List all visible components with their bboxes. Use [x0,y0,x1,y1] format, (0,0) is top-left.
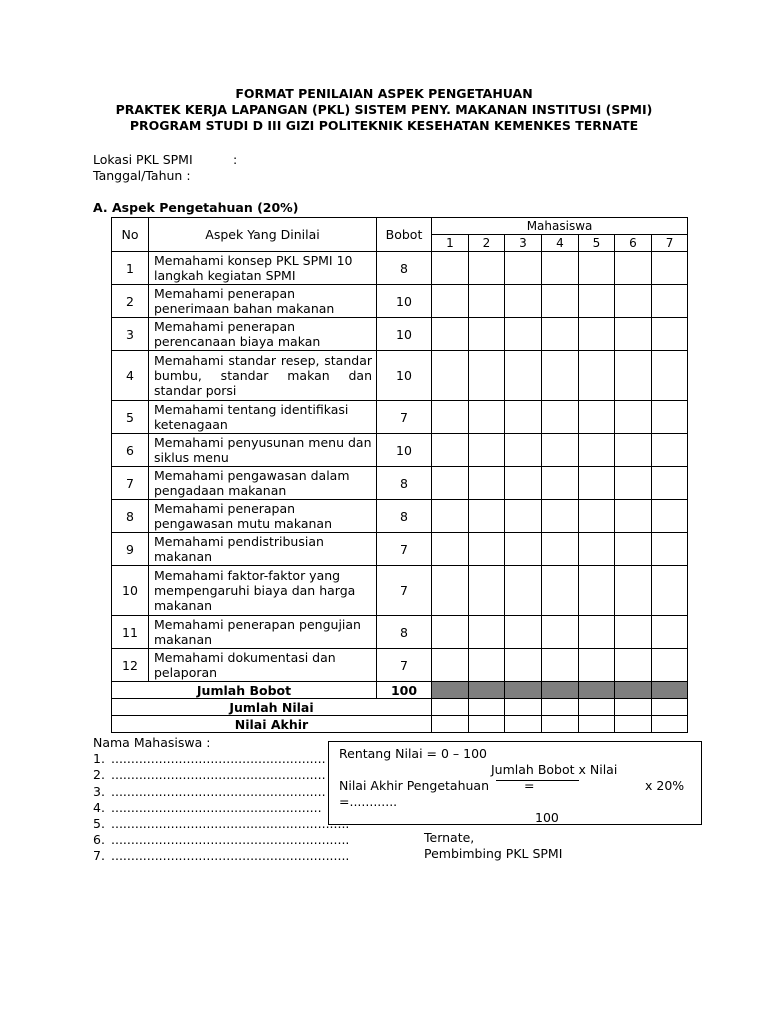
header-student-7: 7 [652,235,688,252]
score-cell[interactable] [579,716,615,733]
title-line-2: PRAKTEK KERJA LAPANGAN (PKL) SISTEM PENY. MAKANAN INSTITUSI (SPMI) [115,102,653,117]
score-cell[interactable] [615,716,652,733]
score-cell[interactable] [615,467,652,500]
score-cell[interactable] [615,252,652,285]
table-row [112,500,688,533]
signature-role: Pembimbing PKL SPMI [424,846,563,861]
score-cell[interactable] [615,699,652,716]
score-cell[interactable] [432,533,469,566]
jumlah-bobot-label: Jumlah Bobot [112,682,377,699]
score-cell[interactable] [505,252,542,285]
row-no: 8 [112,500,149,533]
nilai-akhir-label: Nilai Akhir [112,716,432,733]
list-item[interactable]: 3. ...................................................... [93,783,326,799]
score-cell[interactable] [505,434,542,467]
row-bobot: 10 [377,318,432,351]
score-cell[interactable] [469,318,505,351]
score-cell[interactable] [432,318,469,351]
score-cell[interactable] [615,616,652,649]
score-cell[interactable] [469,566,505,616]
score-cell[interactable] [432,699,469,716]
score-cell[interactable] [432,467,469,500]
row-no: 10 [112,566,149,616]
lokasi-label: Lokasi PKL SPMI [93,152,193,167]
score-cell[interactable] [469,434,505,467]
row-aspek: Memahami tentang identifikasi ketenagaan [149,401,377,434]
row-aspek: Memahami dokumentasi dan pelaporan [149,649,377,682]
formula-numerator: Jumlah Bobot x Nilai [491,762,618,777]
score-cell[interactable] [615,500,652,533]
row-no: 4 [112,351,149,401]
row-no: 12 [112,649,149,682]
score-cell[interactable] [469,500,505,533]
formula-box [328,741,702,825]
score-cell[interactable] [469,616,505,649]
score-cell[interactable] [652,716,688,733]
score-cell[interactable] [615,401,652,434]
score-cell[interactable] [652,351,688,401]
score-cell[interactable] [579,434,615,467]
score-cell[interactable] [579,318,615,351]
score-cell[interactable] [542,500,579,533]
row-bobot: 8 [377,252,432,285]
score-cell[interactable] [432,566,469,616]
header-aspek: Aspek Yang Dinilai [149,218,377,252]
row-aspek: Memahami penerapan penerimaan bahan makanan [149,285,377,318]
header-student-2: 2 [469,235,505,252]
score-cell[interactable] [652,566,688,616]
score-cell[interactable] [469,649,505,682]
score-cell[interactable] [542,616,579,649]
row-aspek: Memahami penerapan pengujian makanan [149,616,377,649]
row-bobot: 10 [377,351,432,401]
shaded-cell [652,682,688,699]
score-cell[interactable] [432,285,469,318]
score-cell[interactable] [469,252,505,285]
row-no: 9 [112,533,149,566]
section-title: A. Aspek Pengetahuan (20%) [93,200,299,215]
row-bobot: 8 [377,500,432,533]
score-cell[interactable] [505,566,542,616]
shaded-cell [505,682,542,699]
formula-result: =............ [339,794,398,809]
rentang-nilai: Rentang Nilai = 0 – 100 [339,746,487,761]
header-student-3: 3 [505,235,542,252]
score-cell[interactable] [579,533,615,566]
score-cell[interactable] [542,318,579,351]
shaded-cell [615,682,652,699]
score-cell[interactable] [652,500,688,533]
formula-denominator: 100 [535,810,559,825]
table-row [112,467,688,500]
table-row [112,434,688,467]
list-item[interactable]: 5. ............................................................ [93,816,350,832]
header-student-5: 5 [579,235,615,252]
score-cell[interactable] [432,616,469,649]
table-row [112,533,688,566]
score-cell[interactable] [652,401,688,434]
score-cell[interactable] [469,716,505,733]
score-cell[interactable] [542,716,579,733]
score-cell[interactable] [469,533,505,566]
score-cell[interactable] [469,467,505,500]
score-cell[interactable] [615,566,652,616]
score-cell[interactable] [469,351,505,401]
tanggal-field [93,168,191,183]
score-cell[interactable] [505,699,542,716]
row-aspek: Memahami konsep PKL SPMI 10 langkah kegiatan SPMI [149,252,377,285]
header-mahasiswa: Mahasiswa [432,218,688,235]
title-line-1: FORMAT PENILAIAN ASPEK PENGETAHUAN [235,86,533,101]
row-aspek: Memahami faktor-faktor yang mempengaruhi biaya dan harga makanan [149,566,377,616]
score-cell[interactable] [505,467,542,500]
table-row [112,252,688,285]
score-cell[interactable] [579,401,615,434]
row-no: 7 [112,467,149,500]
score-cell[interactable] [542,285,579,318]
score-cell[interactable] [615,649,652,682]
score-cell[interactable] [579,566,615,616]
title-line-3: PROGRAM STUDI D III GIZI POLITEKNIK KESEHATAN KEMENKES TERNATE [129,118,639,133]
score-cell[interactable] [579,500,615,533]
score-cell[interactable] [469,285,505,318]
list-item[interactable]: 2. ...................................................... [93,767,326,783]
score-cell[interactable] [542,533,579,566]
row-no: 1 [112,252,149,285]
score-cell[interactable] [542,351,579,401]
formula-equals: = [524,778,535,793]
row-bobot: 8 [377,467,432,500]
signature-place: Ternate, [424,830,475,845]
score-cell[interactable] [579,285,615,318]
formula-label: Nilai Akhir Pengetahuan [339,778,490,793]
row-bobot: 8 [377,616,432,649]
table-row [112,566,688,616]
score-cell[interactable] [542,252,579,285]
score-cell[interactable] [615,285,652,318]
score-cell[interactable] [432,351,469,401]
score-cell[interactable] [615,434,652,467]
row-no: 6 [112,434,149,467]
score-cell[interactable] [505,716,542,733]
table-row [112,401,688,434]
score-cell[interactable] [652,318,688,351]
score-cell[interactable] [615,351,652,401]
score-cell[interactable] [579,699,615,716]
jumlah-bobot-row [112,682,688,699]
jumlah-bobot-value: 100 [377,682,432,699]
table-row [112,616,688,649]
score-cell[interactable] [542,467,579,500]
list-item[interactable]: 4. ..................................................... [93,799,322,815]
row-aspek: Memahami penyusunan menu dan siklus menu [149,434,377,467]
row-aspek: Memahami pendistribusian makanan [149,533,377,566]
score-cell[interactable] [542,434,579,467]
score-cell[interactable] [579,467,615,500]
tanggal-label: Tanggal/Tahun : [93,168,191,183]
score-cell[interactable] [505,649,542,682]
row-aspek: Memahami penerapan perencanaan biaya makan [149,318,377,351]
score-cell[interactable] [505,285,542,318]
score-cell[interactable] [615,533,652,566]
score-cell[interactable] [432,252,469,285]
shaded-cell [579,682,615,699]
score-cell[interactable] [505,318,542,351]
header-bobot: Bobot [377,218,432,252]
table-row [112,285,688,318]
score-cell[interactable] [652,285,688,318]
table-row [112,649,688,682]
score-cell[interactable] [469,699,505,716]
score-cell[interactable] [469,401,505,434]
score-cell[interactable] [505,351,542,401]
table-row [112,318,688,351]
assessment-table [111,217,688,733]
list-item[interactable]: 7. ............................................................ [93,848,350,864]
score-cell[interactable] [505,533,542,566]
score-cell[interactable] [432,500,469,533]
score-cell[interactable] [505,500,542,533]
header-no: No [112,218,149,252]
row-no: 3 [112,318,149,351]
jumlah-nilai-label: Jumlah Nilai [112,699,432,716]
shaded-cell [432,682,469,699]
score-cell[interactable] [542,649,579,682]
shaded-cell [542,682,579,699]
row-aspek: Memahami pengawasan dalam pengadaan makanan [149,467,377,500]
fraction-line [496,780,579,781]
student-list-label: Nama Mahasiswa : [93,735,211,750]
student-name-list [93,735,349,865]
score-cell[interactable] [542,401,579,434]
row-bobot: 7 [377,401,432,434]
row-no: 5 [112,401,149,434]
score-cell[interactable] [505,616,542,649]
score-cell[interactable] [542,699,579,716]
table-row [112,351,688,401]
row-no: 11 [112,616,149,649]
lokasi-colon: : [233,152,238,167]
row-no: 2 [112,285,149,318]
row-bobot: 10 [377,285,432,318]
score-cell[interactable] [652,467,688,500]
score-cell[interactable] [579,616,615,649]
row-bobot: 10 [377,434,432,467]
score-cell[interactable] [652,252,688,285]
row-bobot: 7 [377,533,432,566]
score-cell[interactable] [652,699,688,716]
score-cell[interactable] [432,649,469,682]
row-aspek: Memahami standar resep, standar bumbu, standar makan dan standar porsi [149,351,377,401]
score-cell[interactable] [505,401,542,434]
header-student-1: 1 [432,235,469,252]
header-student-4: 4 [542,235,579,252]
list-item[interactable]: 1. ...................................................... [93,751,326,767]
score-cell[interactable] [579,649,615,682]
score-cell[interactable] [542,566,579,616]
row-bobot: 7 [377,649,432,682]
row-aspek: Memahami penerapan pengawasan mutu makanan [149,500,377,533]
score-cell[interactable] [652,434,688,467]
score-cell[interactable] [652,649,688,682]
jumlah-nilai-row [112,699,688,716]
score-cell[interactable] [432,401,469,434]
score-cell[interactable] [579,252,615,285]
score-cell[interactable] [652,616,688,649]
shaded-cell [469,682,505,699]
score-cell[interactable] [579,351,615,401]
formula-multiplier: x 20% [645,778,685,793]
row-bobot: 7 [377,566,432,616]
nilai-akhir-row [112,716,688,733]
list-item[interactable]: 6. ............................................................ [93,832,350,848]
score-cell[interactable] [615,318,652,351]
score-cell[interactable] [432,716,469,733]
score-cell[interactable] [652,533,688,566]
score-cell[interactable] [432,434,469,467]
header-student-6: 6 [615,235,652,252]
lokasi-field [93,152,238,167]
